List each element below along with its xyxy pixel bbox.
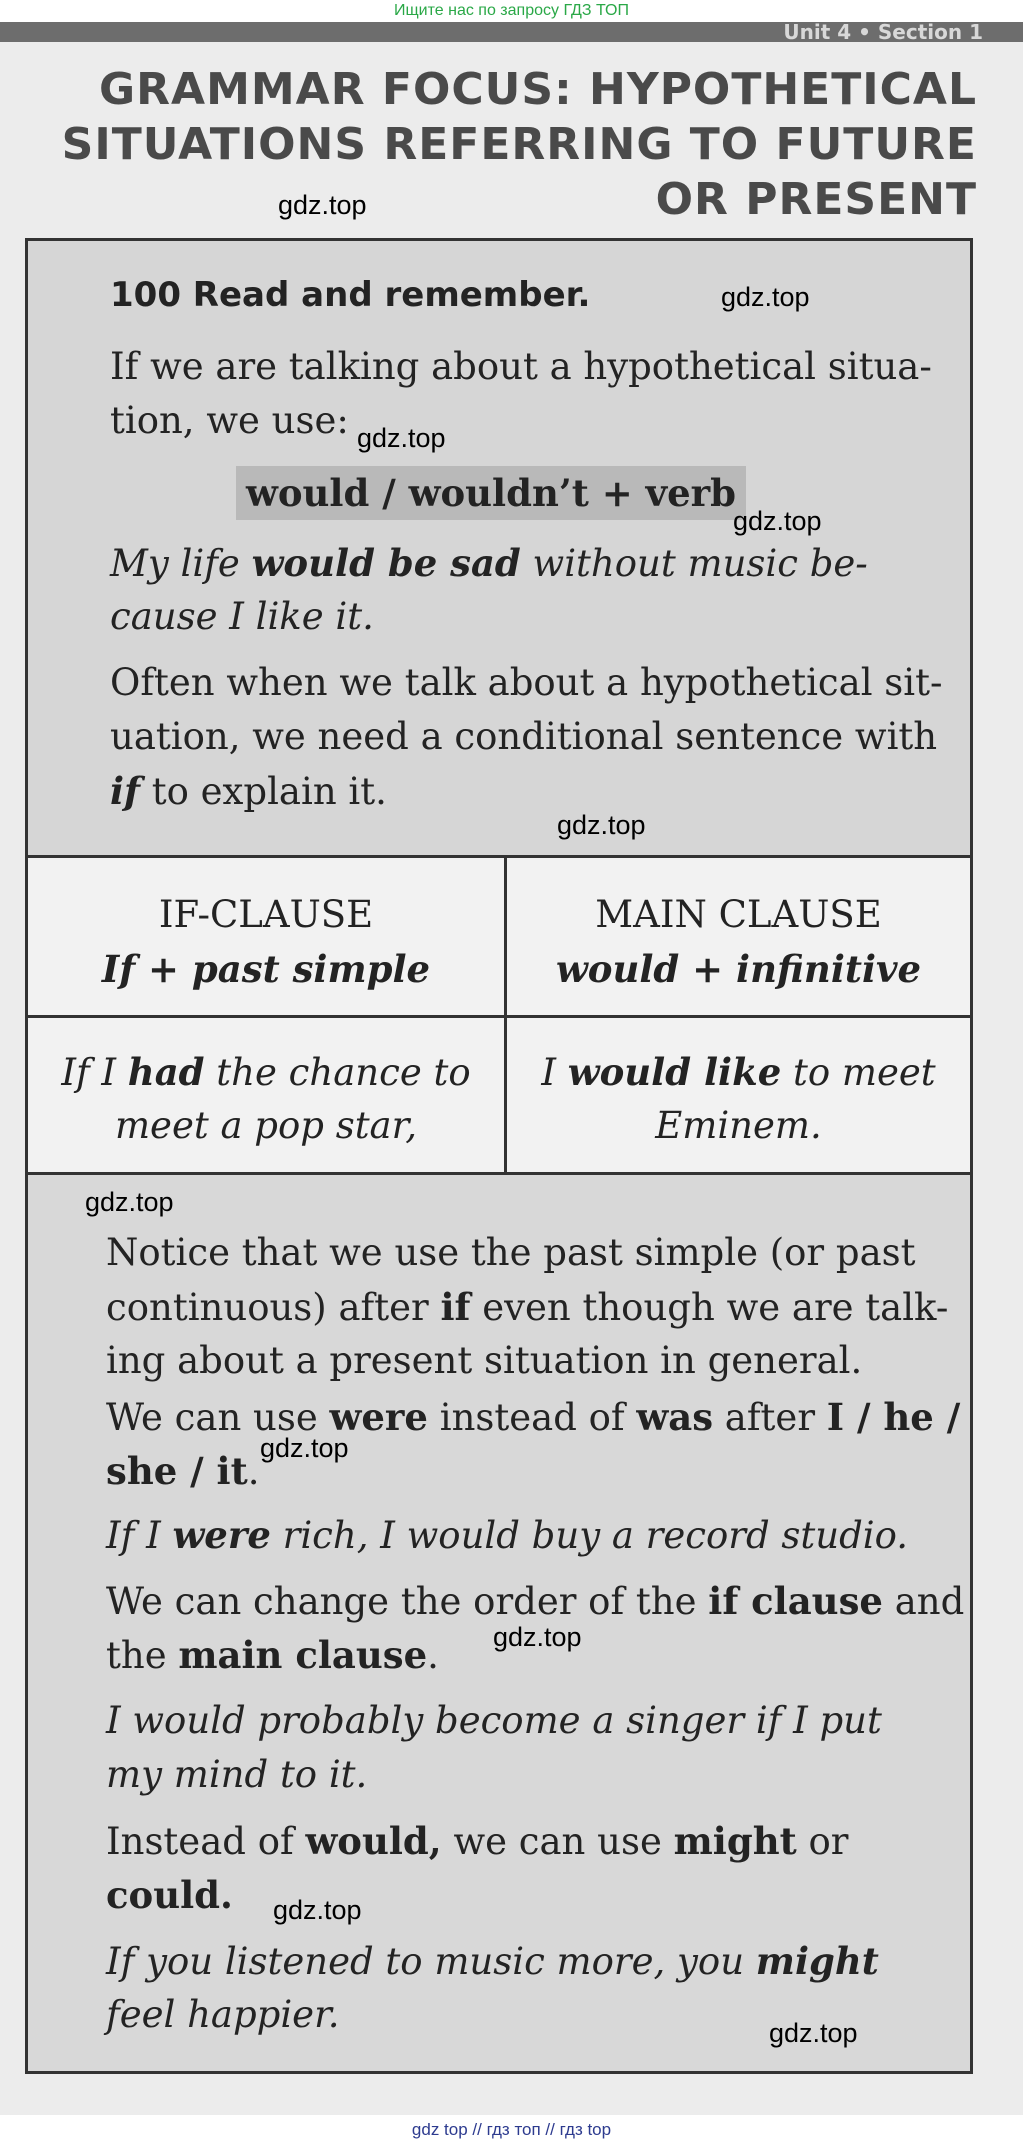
instead-line-1 bbox=[106, 1814, 848, 1869]
example-4-line-1 bbox=[106, 1934, 879, 1989]
often-line-3 bbox=[110, 764, 387, 819]
notice-part-a: continuous) after bbox=[106, 1286, 441, 1329]
were-bold: were bbox=[329, 1395, 428, 1439]
heading-line-1: GRAMMAR FOCUS: HYPOTHETICAL bbox=[99, 64, 977, 115]
heading-line-2: SITUATIONS REFERRING TO FUTURE bbox=[61, 119, 977, 170]
example-3-line-1: I would probably become a singer if I put bbox=[106, 1699, 882, 1742]
if-clause-formula bbox=[28, 942, 504, 996]
notice-part-c: even though we are talk- bbox=[470, 1286, 949, 1329]
example-2 bbox=[106, 1508, 908, 1563]
instead-part-c: we can use bbox=[441, 1820, 674, 1863]
often-line-1: Often when we talk about a hypothetical sit- bbox=[110, 661, 943, 704]
table-row-divider bbox=[28, 1015, 970, 1018]
often-line-2: uation, we need a conditional sentence with bbox=[110, 715, 938, 758]
site-banner[interactable]: Ищите нас по запросу ГДЗ ТОП bbox=[0, 0, 1023, 22]
notice-line-3: ing about a present situation in general. bbox=[106, 1339, 863, 1382]
order-line-2-a: the bbox=[106, 1634, 179, 1677]
if-example-part-c: the chance to bbox=[204, 1051, 471, 1094]
if-example-part-a: If I bbox=[61, 1051, 128, 1094]
order-line-1 bbox=[106, 1574, 964, 1629]
heading-line-3: OR PRESENT bbox=[655, 174, 977, 225]
pronouns-bold: I / he / bbox=[826, 1395, 961, 1439]
order-line-2-c: . bbox=[427, 1634, 439, 1677]
example-1-part-c: without music be- bbox=[520, 542, 868, 585]
example-3-line-2: my mind to it. bbox=[106, 1753, 368, 1796]
main-clause-header: MAIN CLAUSE bbox=[595, 893, 882, 936]
watermark: gdz.top bbox=[557, 810, 646, 840]
example-2-bold: were bbox=[172, 1513, 271, 1557]
watermark: gdz.top bbox=[85, 1187, 174, 1217]
were-part-a: We can use bbox=[106, 1396, 330, 1439]
often-rest: to explain it. bbox=[139, 770, 387, 813]
main-clause-formula: would + infinitive bbox=[555, 947, 922, 991]
order-part-c: and bbox=[882, 1580, 965, 1623]
exercise-title: 100 Read and remember. bbox=[110, 275, 591, 315]
instead-part-a: Instead of bbox=[106, 1820, 306, 1863]
if-clause-example-line-1 bbox=[28, 1045, 504, 1100]
watermark: gdz.top bbox=[357, 423, 446, 453]
order-part-a: We can change the order of the bbox=[106, 1580, 709, 1623]
order-line-2 bbox=[106, 1628, 439, 1683]
watermark: gdz.top bbox=[260, 1433, 349, 1463]
formula: would / wouldn’t + verb bbox=[245, 471, 737, 515]
main-clause-example-line-2: Eminem. bbox=[655, 1104, 822, 1147]
instead-part-e: or bbox=[796, 1820, 849, 1863]
conditional-table bbox=[25, 855, 973, 1175]
instead-would: would, bbox=[305, 1819, 442, 1863]
watermark: gdz.top bbox=[493, 1622, 582, 1652]
example-1-bold: would be sad bbox=[251, 541, 521, 585]
grammar-heading bbox=[57, 62, 977, 227]
often-if: if bbox=[110, 769, 140, 813]
example-1-line-1 bbox=[110, 536, 868, 591]
order-main-clause: main clause bbox=[178, 1633, 428, 1677]
notice-line-2 bbox=[106, 1280, 948, 1335]
watermark: gdz.top bbox=[721, 282, 810, 312]
footer-links[interactable]: gdz top // гдз топ // гдз top bbox=[0, 2115, 1023, 2145]
example-1-line-2: cause I like it. bbox=[110, 595, 374, 638]
main-example-part-a: I bbox=[541, 1051, 568, 1094]
were-line-1 bbox=[106, 1390, 960, 1445]
watermark: gdz.top bbox=[733, 506, 822, 536]
watermark: gdz.top bbox=[769, 2018, 858, 2048]
notice-if: if bbox=[440, 1285, 471, 1329]
pronouns-bold-2: she / it bbox=[106, 1449, 248, 1493]
was-bold: was bbox=[636, 1395, 714, 1439]
unit-label: Unit 4 • Section 1 bbox=[783, 20, 983, 44]
order-if-clause: if clause bbox=[708, 1579, 883, 1623]
watermark: gdz.top bbox=[273, 1895, 362, 1925]
intro-line-2: tion, we use: bbox=[110, 399, 349, 442]
instead-line-2: could. bbox=[106, 1873, 233, 1917]
notice-line-1: Notice that we use the past simple (or past bbox=[106, 1231, 916, 1274]
if-clause-formula-rest: + past simple bbox=[135, 947, 431, 991]
example-4-bold: might bbox=[755, 1939, 879, 1983]
intro-line-1: If we are talking about a hypothetical situa- bbox=[110, 345, 932, 388]
were-part-e: after bbox=[713, 1396, 827, 1439]
watermark: gdz.top bbox=[278, 190, 367, 220]
were-part-c: instead of bbox=[427, 1396, 637, 1439]
main-example-part-c: to meet bbox=[781, 1051, 936, 1094]
if-clause-header: IF-CLAUSE bbox=[158, 893, 374, 936]
example-4-line-2: feel happier. bbox=[106, 1993, 340, 2036]
if-clause-formula-if: If bbox=[101, 947, 136, 991]
header-strip bbox=[0, 22, 1023, 42]
main-clause-example-line-1 bbox=[507, 1045, 970, 1100]
example-1-part-a: My life bbox=[110, 542, 252, 585]
example-2-part-a: If I bbox=[106, 1514, 173, 1557]
if-clause-example-line-2: meet a pop star, bbox=[114, 1104, 418, 1147]
main-example-bold: would like bbox=[567, 1050, 782, 1094]
were-line-2 bbox=[106, 1444, 259, 1499]
if-example-bold: had bbox=[127, 1050, 205, 1094]
example-4-part-a: If you listened to music more, you bbox=[106, 1940, 756, 1983]
were-line-2-period: . bbox=[247, 1450, 260, 1493]
example-2-part-c: rich, I would buy a record studio. bbox=[270, 1514, 908, 1557]
instead-might: might bbox=[673, 1819, 797, 1863]
